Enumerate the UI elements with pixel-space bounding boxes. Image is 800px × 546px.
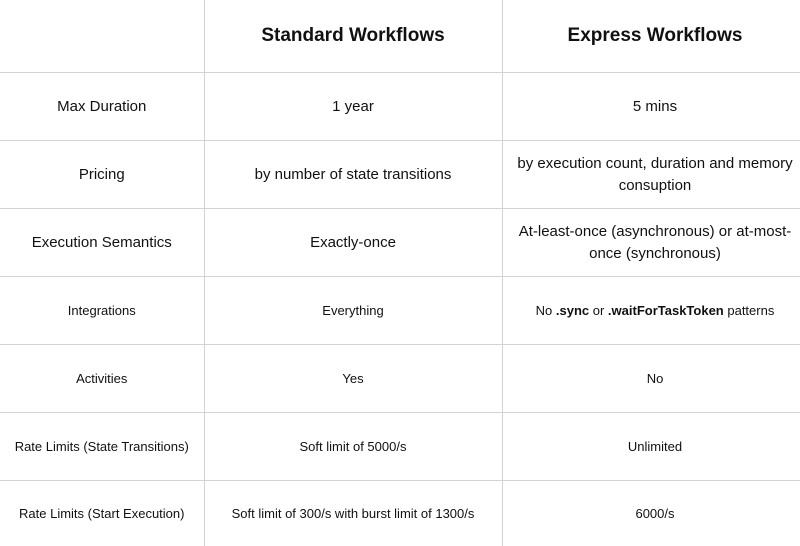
- row-label: Max Duration: [0, 73, 204, 141]
- header-empty-cell: [0, 0, 204, 73]
- table-row: [0, 413, 800, 481]
- table-row: [0, 73, 800, 141]
- row-label: Activities: [0, 345, 204, 413]
- standard-cell: Exactly-once: [204, 209, 502, 277]
- express-cell: At-least-once (asynchronous) or at-most-once (synchronous): [502, 209, 800, 277]
- table-row: [0, 209, 800, 277]
- table-row: [0, 345, 800, 413]
- express-middle-text: or: [589, 302, 608, 318]
- row-label: Integrations: [0, 277, 204, 345]
- row-label: Rate Limits (Start Execution): [0, 481, 204, 546]
- standard-cell: Soft limit of 300/s with burst limit of 1300/s: [204, 481, 502, 546]
- express-cell: Unlimited: [502, 413, 800, 481]
- standard-cell: Soft limit of 5000/s: [204, 413, 502, 481]
- express-cell: 6000/s: [502, 481, 800, 546]
- row-label: Pricing: [0, 141, 204, 209]
- express-suffix-text: patterns: [723, 302, 775, 318]
- standard-cell: by number of state transitions: [204, 141, 502, 209]
- table-row: [0, 277, 800, 345]
- table-row: [0, 481, 800, 546]
- sync-pattern-text: .sync: [555, 302, 590, 318]
- express-prefix-text: No: [535, 302, 556, 318]
- standard-cell: Everything: [204, 277, 502, 345]
- standard-cell: Yes: [204, 345, 502, 413]
- row-label: Rate Limits (State Transitions): [0, 413, 204, 481]
- table-row: [0, 141, 800, 209]
- express-cell: by execution count, duration and memory consuption: [502, 141, 800, 209]
- express-cell: No: [502, 345, 800, 413]
- header-standard-workflows: Standard Workflows: [204, 0, 502, 73]
- header-row: [0, 0, 800, 73]
- express-cell: [502, 277, 800, 345]
- standard-cell: 1 year: [204, 73, 502, 141]
- wait-for-task-token-text: .waitForTaskToken: [607, 302, 724, 318]
- express-cell: 5 mins: [502, 73, 800, 141]
- row-label: Execution Semantics: [0, 209, 204, 277]
- header-express-workflows: Express Workflows: [502, 0, 800, 73]
